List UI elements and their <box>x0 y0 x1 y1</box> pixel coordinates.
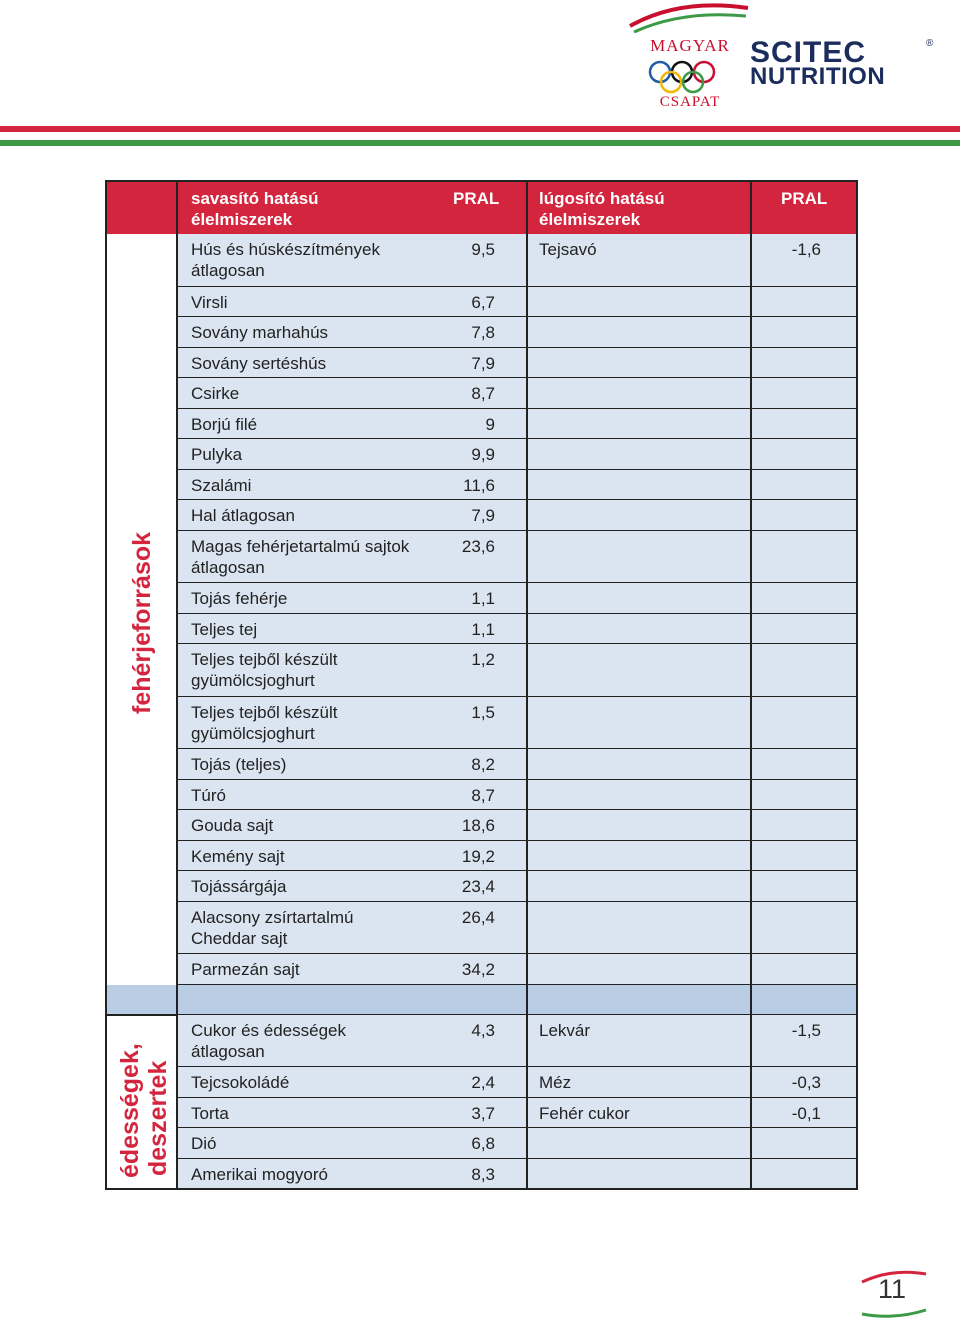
food-name: Pulyka <box>191 445 243 464</box>
food-name: Teljes tejből készült gyümölcsjoghurt <box>191 702 338 743</box>
food-pral: 1,1 <box>471 589 495 608</box>
magyar-text: MAGYAR <box>650 36 730 55</box>
food-name: Borjú filé <box>191 414 258 434</box>
scitec-nutrition-logo <box>750 36 940 96</box>
food-pral: 3,7 <box>471 1103 495 1123</box>
food-pral: 23,6 <box>461 536 495 556</box>
food-pral: 8,7 <box>471 785 495 805</box>
food-pral: 23,4 <box>461 877 495 896</box>
food-name: Dió <box>191 1134 217 1153</box>
food-pral: 7,9 <box>471 506 495 525</box>
food-name: Cukor és édességek átlagosan <box>191 1020 346 1061</box>
food-pral: 9,9 <box>471 445 495 464</box>
food-pral: 6,8 <box>471 1134 495 1153</box>
food-name: Teljes tej <box>191 619 258 639</box>
header-acid-foods: savasító hatású élelmiszerek <box>191 189 319 229</box>
food-name: Kemény sajt <box>191 846 285 866</box>
food-name: Sovány marhahús <box>191 323 329 342</box>
food-name: Gouda sajt <box>191 816 274 835</box>
food-pral: 1,1 <box>471 619 495 639</box>
header-pral-right: PRAL <box>781 189 828 208</box>
food-name: Hús és húskészítmények átlagosan <box>191 240 380 280</box>
food-pral: 7,8 <box>471 323 495 342</box>
food-pral: 18,6 <box>461 816 495 835</box>
food-pral: 11,6 <box>463 475 495 495</box>
row-divider <box>177 1188 856 1190</box>
food-name: Hal átlagosan <box>191 506 295 525</box>
column-divider <box>526 182 528 1188</box>
pral-table <box>105 180 858 1190</box>
food-name: Virsli <box>191 292 228 312</box>
food-name: Alacsony zsírtartalmú Cheddar sajt <box>191 907 354 948</box>
food-pral: 8,7 <box>471 384 495 403</box>
food-pral: 6,7 <box>471 292 495 312</box>
alkaline-food-pral: -0,3 <box>791 1073 821 1092</box>
food-pral: 8,2 <box>471 755 495 774</box>
food-name: Tejcsokoládé <box>191 1073 290 1092</box>
section-separator <box>107 985 856 1015</box>
food-pral: 9,5 <box>471 240 495 259</box>
food-pral: 1,2 <box>471 650 495 669</box>
food-name: Tojás fehérje <box>191 589 288 608</box>
header-pral-left: PRAL <box>453 189 500 208</box>
csapat-text: CSAPAT <box>659 94 721 110</box>
food-name: Tojássárgája <box>191 877 287 896</box>
alkaline-food-name: Lekvár <box>539 1020 591 1040</box>
alkaline-food-name: Fehér cukor <box>539 1103 630 1123</box>
food-pral: 1,5 <box>471 702 495 722</box>
header-alkaline-foods: lúgosító hatású élelmiszerek <box>539 189 665 229</box>
alkaline-food-name: Tejsavó <box>539 240 597 259</box>
food-pral: 19,2 <box>461 846 495 866</box>
page-number-badge <box>858 1270 928 1319</box>
food-name: Csirke <box>191 384 240 403</box>
food-pral: 26,4 <box>461 907 495 927</box>
page-number: 11 <box>878 1274 907 1304</box>
food-name: Parmezán sajt <box>191 960 300 979</box>
column-divider <box>750 182 752 1188</box>
food-name: Torta <box>191 1103 229 1123</box>
food-name: Tojás (teljes) <box>191 755 287 774</box>
alkaline-food-pral: -1,5 <box>791 1020 821 1040</box>
food-name: Amerikai mogyoró <box>191 1164 328 1184</box>
food-pral: 8,3 <box>471 1164 495 1184</box>
registered-mark: ® <box>926 38 934 49</box>
food-pral: 9 <box>485 414 495 434</box>
section-label-sweets-line1: édességek, <box>116 1043 144 1178</box>
food-name: Magas fehérjetartalmú sajtok átlagosan <box>191 536 410 577</box>
food-pral: 34,2 <box>461 960 495 979</box>
food-name: Sovány sertéshús <box>191 353 327 373</box>
column-divider <box>176 182 178 1188</box>
food-name: Szalámi <box>191 475 252 495</box>
section-label-protein: fehérjeforrások <box>128 532 156 715</box>
alkaline-food-name: Méz <box>539 1073 572 1092</box>
magyar-olimpiai-csapat-logo <box>620 2 760 112</box>
section-label-sweets-line2: deszertek <box>144 1060 172 1176</box>
nutrition-text: NUTRITION <box>750 63 886 90</box>
food-pral: 2,4 <box>471 1073 495 1092</box>
food-pral: 4,3 <box>471 1020 495 1040</box>
food-name: Teljes tejből készült gyümölcsjoghurt <box>191 650 338 690</box>
scitec-text: SCITEC <box>750 36 867 69</box>
alkaline-food-pral: -1,6 <box>791 240 821 259</box>
food-name: Túró <box>191 785 226 805</box>
food-pral: 7,9 <box>471 353 495 373</box>
flag-stripe-green <box>0 140 960 146</box>
alkaline-food-pral: -0,1 <box>791 1103 821 1123</box>
